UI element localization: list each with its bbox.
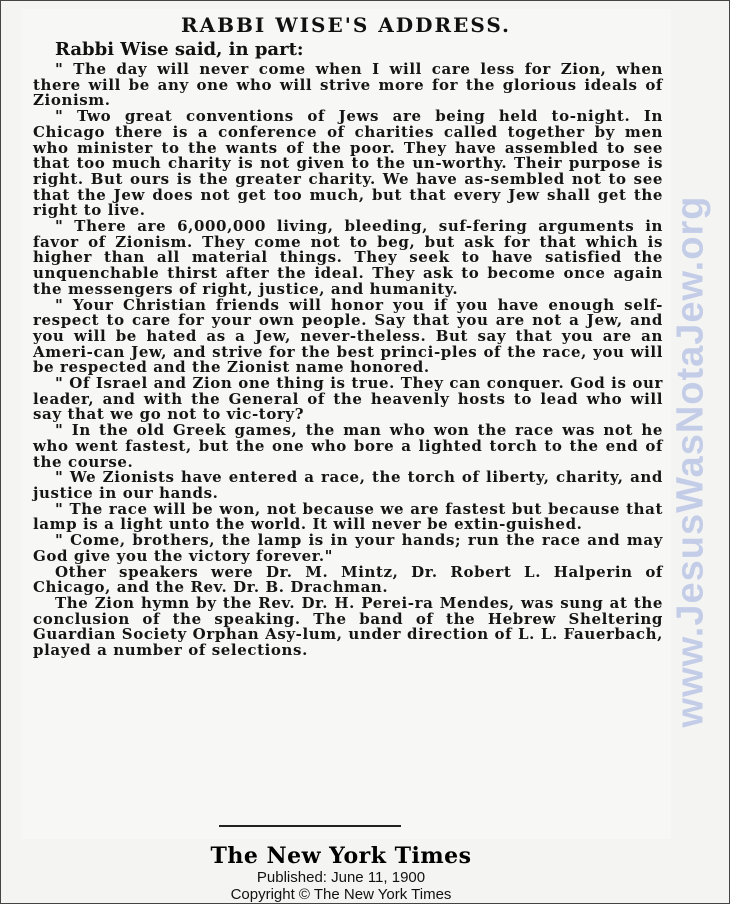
article-paragraph: " Two great conventions of Jews are being held to-night. In Chicago there is a conference of charities called together by men who minister to the wants of the poor. They have assembled to see that too much charity is not given to the un-worthy. Their purpose is right. But ours is the greater charity. We have as-sembled not to see that the Jew does not get too much, but that every Jew shall get the right to live.: [33, 107, 663, 220]
article-paragraph: " We Zionists have entered a race, the torch of liberty, charity, and justice in our hands.: [33, 468, 663, 502]
watermark-text: www.JesusWasNotaJew.org: [669, 195, 712, 727]
nyt-logo: The New York Times: [210, 843, 472, 869]
article-paragraph: " The race will be won, not because we are fastest but because that lamp is a light unto the world. It will never be extin-guished.: [33, 499, 663, 534]
publication-footer: [121, 843, 561, 903]
divider-rule: [219, 825, 401, 827]
article-paragraph: " Your Christian friends will honor you if you have enough self-respect to care for your own people. Say that you are not a Jew, and you will be hated as a Jew, never-theless. But say that you are an Ameri-can Jew, and strive for the best princi-ples of the race, you will be respected and the Zionist name honored.: [33, 295, 663, 377]
article-paragraph: " Of Israel and Zion one thing is true. They can conquer. God is our leader, and with the General of the heavenly hosts to lead who will say that we go not to vic-tory?: [33, 374, 663, 424]
article-paragraph: The Zion hymn by the Rev. Dr. H. Perei-ra Mendes, was sung at the conclusion of the speaking. The band of the Hebrew Sheltering Guardian Society Orphan Asy-lum, under direction of L. L. Fauerbach, played a number of selections.: [33, 593, 663, 660]
copyright-notice: Copyright © The New York Times: [230, 886, 452, 903]
article-paragraph: " In the old Greek games, the man who won the race was not he who went fastest, but the one who bore a lighted torch to the end of the course.: [33, 421, 663, 471]
article-paragraph: " Come, brothers, the lamp is in your hands; run the race and may God give you the victory forever.": [33, 531, 663, 565]
article-paragraph: Other speakers were Dr. M. Mintz, Dr. Robert L. Halperin of Chicago, and the Rev. Dr. B. Drachman.: [33, 562, 663, 597]
article-body: [33, 62, 663, 659]
watermark: [661, 31, 721, 891]
published-date: Published: June 11, 1900: [256, 869, 426, 886]
article-paragraph: " The day will never come when I will care less for Zion, when there will be any one who will strive more for the glorious ideals of Zionism.: [33, 60, 663, 110]
newspaper-clipping: [21, 9, 671, 839]
article-paragraph: " There are 6,000,000 living, bleeding, suf-fering arguments in favor of Zionism. They come not to beg, but ask for that which is higher than all material things. They seek to have satisfied the unquenchable thirst after the ideal. They ask to become once again the messengers of right, justice, and humanity.: [33, 217, 663, 298]
article-intro: Rabbi Wise said, in part:: [55, 39, 304, 60]
article-headline: RABBI WISE'S ADDRESS.: [180, 13, 512, 37]
